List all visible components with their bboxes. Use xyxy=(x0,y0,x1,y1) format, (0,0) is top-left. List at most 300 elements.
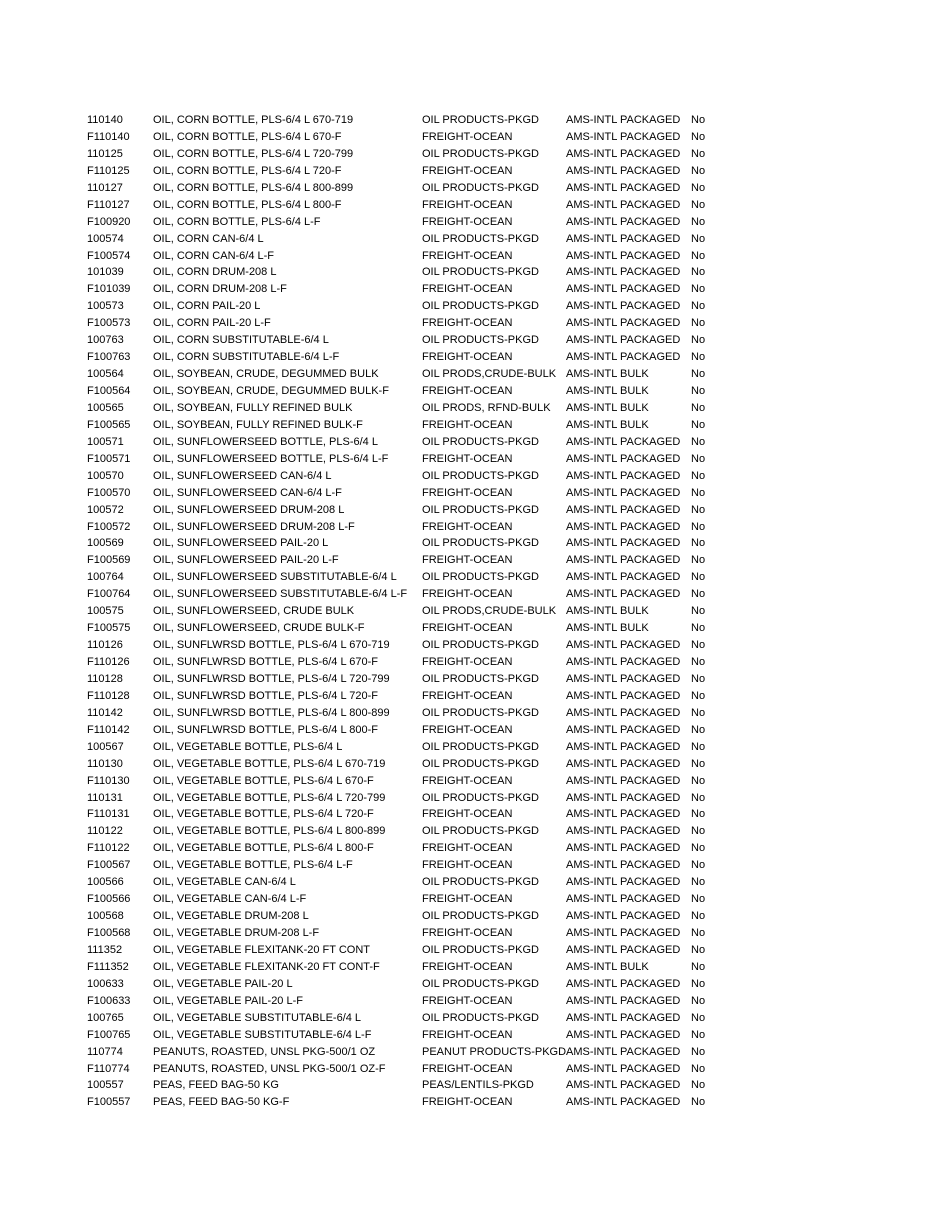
flag-value: No xyxy=(691,114,706,126)
flag-value: No xyxy=(691,334,706,347)
commodity-category: OIL PRODUCTS-PKGD xyxy=(422,469,539,482)
commodity-category: OIL PRODS, RFND-BULK xyxy=(422,401,551,414)
material-code: F110125 xyxy=(87,164,130,177)
material-description: OIL, VEGETABLE BOTTLE, PLS-6/4 L 670-F xyxy=(153,774,374,787)
program-name: AMS-INTL PACKAGED xyxy=(566,249,681,262)
material-code: 100557 xyxy=(87,1079,124,1092)
commodity-category: FREIGHT-OCEAN xyxy=(422,385,513,397)
commodity-category: FREIGHT-OCEAN xyxy=(422,249,513,262)
table-row xyxy=(87,163,847,180)
program-name: AMS-INTL PACKAGED xyxy=(566,672,681,685)
flag-value: No xyxy=(691,1028,706,1041)
material-code: 100568 xyxy=(87,910,124,923)
flag-value: No xyxy=(691,283,706,296)
commodity-category: OIL PRODUCTS-PKGD xyxy=(422,503,539,516)
program-name: AMS-INTL PACKAGED xyxy=(566,503,681,516)
material-code: 100571 xyxy=(87,435,124,448)
program-name: AMS-INTL PACKAGED xyxy=(566,334,681,347)
material-description: OIL, SUNFLOWERSEED, CRUDE BULK-F xyxy=(153,622,365,635)
program-name: AMS-INTL PACKAGED xyxy=(566,943,681,956)
material-code: F110126 xyxy=(87,656,130,668)
table-row xyxy=(87,857,847,874)
table-row xyxy=(87,1077,847,1094)
material-description: OIL, CORN BOTTLE, PLS-6/4 L-F xyxy=(153,215,321,228)
program-name: AMS-INTL PACKAGED xyxy=(566,215,681,228)
material-description: OIL, CORN SUBSTITUTABLE-6/4 L-F xyxy=(153,351,340,364)
material-code: F100920 xyxy=(87,215,131,228)
flag-value: No xyxy=(691,740,706,753)
flag-value: No xyxy=(691,842,706,855)
flag-value: No xyxy=(691,164,706,177)
material-description: OIL, VEGETABLE BOTTLE, PLS-6/4 L-F xyxy=(153,859,353,872)
material-code: 100567 xyxy=(87,740,124,753)
table-row xyxy=(87,976,847,993)
flag-value: No xyxy=(691,147,706,160)
material-description: OIL, CORN DRUM-208 L-F xyxy=(153,283,287,296)
commodity-category: OIL PRODS,CRUDE-BULK xyxy=(422,605,557,618)
material-code: F100573 xyxy=(87,317,131,330)
material-code: 110131 xyxy=(87,791,123,804)
material-description: OIL, VEGETABLE SUBSTITUTABLE-6/4 L xyxy=(153,1011,362,1024)
material-description: OIL, CORN BOTTLE, PLS-6/4 L 670-F xyxy=(153,130,342,143)
material-description: OIL, SUNFLOWERSEED PAIL-20 L-F xyxy=(153,554,339,567)
program-name: AMS-INTL PACKAGED xyxy=(566,689,681,702)
table-row xyxy=(87,366,847,383)
table-row xyxy=(87,146,847,163)
program-name: AMS-INTL PACKAGED xyxy=(566,910,681,923)
flag-value: No xyxy=(691,1062,706,1075)
material-description: OIL, SUNFLWRSD BOTTLE, PLS-6/4 L 800-F xyxy=(153,723,378,736)
flag-value: No xyxy=(691,385,706,397)
table-row xyxy=(87,1027,847,1044)
commodity-category: FREIGHT-OCEAN xyxy=(422,198,513,211)
table-row xyxy=(87,586,847,603)
material-description: OIL, SUNFLWRSD BOTTLE, PLS-6/4 L 670-F xyxy=(153,656,378,668)
program-name: AMS-INTL PACKAGED xyxy=(566,114,681,126)
program-name: AMS-INTL PACKAGED xyxy=(566,994,681,1007)
material-description: OIL, SUNFLOWERSEED SUBSTITUTABLE-6/4 L xyxy=(153,571,397,584)
material-description: OIL, VEGETABLE FLEXITANK-20 FT CONT-F xyxy=(153,960,380,973)
flag-value: No xyxy=(691,622,706,635)
table-row xyxy=(87,654,847,671)
commodity-table xyxy=(87,112,847,1111)
table-row xyxy=(87,823,847,840)
material-description: OIL, SUNFLOWERSEED BOTTLE, PLS-6/4 L xyxy=(153,435,378,448)
commodity-category: FREIGHT-OCEAN xyxy=(422,808,513,821)
table-row xyxy=(87,468,847,485)
table-row xyxy=(87,214,847,231)
material-code: 100574 xyxy=(87,232,124,245)
program-name: AMS-INTL PACKAGED xyxy=(566,723,681,736)
flag-value: No xyxy=(691,774,706,787)
material-description: OIL, SOYBEAN, CRUDE, DEGUMMED BULK-F xyxy=(153,385,389,397)
table-row xyxy=(87,1094,847,1111)
commodity-category: FREIGHT-OCEAN xyxy=(422,842,513,855)
material-description: OIL, CORN BOTTLE, PLS-6/4 L 800-F xyxy=(153,198,342,211)
material-description: OIL, VEGETABLE BOTTLE, PLS-6/4 L 720-F xyxy=(153,808,374,821)
program-name: AMS-INTL PACKAGED xyxy=(566,554,681,567)
program-name: AMS-INTL PACKAGED xyxy=(566,808,681,821)
flag-value: No xyxy=(691,232,706,245)
commodity-category: OIL PRODUCTS-PKGD xyxy=(422,181,539,194)
material-code: F100566 xyxy=(87,893,131,906)
material-description: OIL, VEGETABLE CAN-6/4 L-F xyxy=(153,893,307,906)
material-description: OIL, CORN BOTTLE, PLS-6/4 L 800-899 xyxy=(153,181,354,194)
commodity-category: FREIGHT-OCEAN xyxy=(422,927,513,939)
flag-value: No xyxy=(691,520,706,533)
material-code: 100572 xyxy=(87,503,124,516)
material-description: OIL, SUNFLOWERSEED CAN-6/4 L-F xyxy=(153,486,342,499)
program-name: AMS-INTL PACKAGED xyxy=(566,571,681,584)
commodity-category: FREIGHT-OCEAN xyxy=(422,1028,513,1041)
material-description: OIL, VEGETABLE BOTTLE, PLS-6/4 L 800-F xyxy=(153,842,374,855)
commodity-category: FREIGHT-OCEAN xyxy=(422,774,513,787)
program-name: AMS-INTL PACKAGED xyxy=(566,927,681,939)
material-description: OIL, CORN PAIL-20 L xyxy=(153,300,261,313)
flag-value: No xyxy=(691,977,706,990)
program-name: AMS-INTL PACKAGED xyxy=(566,1011,681,1024)
material-description: OIL, SUNFLWRSD BOTTLE, PLS-6/4 L 670-719 xyxy=(153,639,390,652)
commodity-category: FREIGHT-OCEAN xyxy=(422,418,513,431)
table-row xyxy=(87,197,847,214)
table-row xyxy=(87,248,847,265)
table-row xyxy=(87,637,847,654)
material-code: F100571 xyxy=(87,452,131,465)
material-code: F100575 xyxy=(87,622,131,635)
table-row xyxy=(87,1010,847,1027)
flag-value: No xyxy=(691,300,706,313)
program-name: AMS-INTL PACKAGED xyxy=(566,486,681,499)
flag-value: No xyxy=(691,435,706,448)
table-row xyxy=(87,332,847,349)
flag-value: No xyxy=(691,994,706,1007)
commodity-category: OIL PRODUCTS-PKGD xyxy=(422,672,539,685)
flag-value: No xyxy=(691,198,706,211)
flag-value: No xyxy=(691,706,706,719)
material-description: OIL, SOYBEAN, CRUDE, DEGUMMED BULK xyxy=(153,368,379,381)
material-code: F111352 xyxy=(87,960,129,973)
table-row xyxy=(87,891,847,908)
table-row xyxy=(87,806,847,823)
material-code: F110774 xyxy=(87,1062,130,1075)
flag-value: No xyxy=(691,791,706,804)
material-code: F100574 xyxy=(87,249,131,262)
table-row xyxy=(87,925,847,942)
table-row xyxy=(87,231,847,248)
material-code: 101039 xyxy=(87,266,124,279)
commodity-category: OIL PRODUCTS-PKGD xyxy=(422,706,539,719)
table-row xyxy=(87,315,847,332)
material-code: F110122 xyxy=(87,842,130,855)
material-description: PEAS, FEED BAG-50 KG-F xyxy=(153,1096,290,1109)
table-row xyxy=(87,756,847,773)
table-row xyxy=(87,688,847,705)
program-name: AMS-INTL PACKAGED xyxy=(566,825,681,838)
flag-value: No xyxy=(691,249,706,262)
commodity-category: FREIGHT-OCEAN xyxy=(422,164,513,177)
material-code: F110127 xyxy=(87,198,130,211)
table-row xyxy=(87,281,847,298)
material-description: PEANUTS, ROASTED, UNSL PKG-500/1 OZ-F xyxy=(153,1062,386,1075)
material-description: OIL, CORN BOTTLE, PLS-6/4 L 670-719 xyxy=(153,114,354,126)
flag-value: No xyxy=(691,537,706,550)
commodity-category: OIL PRODUCTS-PKGD xyxy=(422,825,539,838)
table-row xyxy=(87,959,847,976)
table-row xyxy=(87,264,847,281)
program-name: AMS-INTL PACKAGED xyxy=(566,876,681,889)
material-description: OIL, SUNFLWRSD BOTTLE, PLS-6/4 L 720-F xyxy=(153,689,378,702)
material-code: 100765 xyxy=(87,1011,124,1024)
program-name: AMS-INTL PACKAGED xyxy=(566,656,681,668)
flag-value: No xyxy=(691,215,706,228)
commodity-category: FREIGHT-OCEAN xyxy=(422,723,513,736)
program-name: AMS-INTL PACKAGED xyxy=(566,198,681,211)
flag-value: No xyxy=(691,554,706,567)
program-name: AMS-INTL PACKAGED xyxy=(566,1062,681,1075)
material-description: OIL, CORN SUBSTITUTABLE-6/4 L xyxy=(153,334,329,347)
flag-value: No xyxy=(691,943,706,956)
commodity-category: PEAS/LENTILS-PKGD xyxy=(422,1079,534,1092)
flag-value: No xyxy=(691,1011,706,1024)
material-code: F100764 xyxy=(87,588,131,601)
commodity-category: OIL PRODUCTS-PKGD xyxy=(422,791,539,804)
table-row xyxy=(87,739,847,756)
program-name: AMS-INTL PACKAGED xyxy=(566,232,681,245)
flag-value: No xyxy=(691,503,706,516)
commodity-category: FREIGHT-OCEAN xyxy=(422,893,513,906)
flag-value: No xyxy=(691,689,706,702)
material-description: PEANUTS, ROASTED, UNSL PKG-500/1 OZ xyxy=(153,1045,376,1058)
material-code: 100573 xyxy=(87,300,124,313)
flag-value: No xyxy=(691,486,706,499)
flag-value: No xyxy=(691,351,706,364)
commodity-category: FREIGHT-OCEAN xyxy=(422,130,513,143)
table-row xyxy=(87,417,847,434)
material-description: OIL, CORN CAN-6/4 L-F xyxy=(153,249,275,262)
material-code: F100568 xyxy=(87,927,131,939)
commodity-category: OIL PRODUCTS-PKGD xyxy=(422,334,539,347)
program-name: AMS-INTL PACKAGED xyxy=(566,893,681,906)
material-code: 100564 xyxy=(87,368,124,381)
program-name: AMS-INTL PACKAGED xyxy=(566,859,681,872)
material-description: OIL, SUNFLOWERSEED DRUM-208 L-F xyxy=(153,520,355,533)
commodity-category: FREIGHT-OCEAN xyxy=(422,520,513,533)
program-name: AMS-INTL PACKAGED xyxy=(566,181,681,194)
program-name: AMS-INTL PACKAGED xyxy=(566,977,681,990)
material-code: F101039 xyxy=(87,283,131,296)
table-row xyxy=(87,298,847,315)
material-description: OIL, VEGETABLE BOTTLE, PLS-6/4 L xyxy=(153,740,343,753)
commodity-category: OIL PRODUCTS-PKGD xyxy=(422,435,539,448)
table-row xyxy=(87,485,847,502)
table-row xyxy=(87,942,847,959)
program-name: AMS-INTL PACKAGED xyxy=(566,757,681,770)
material-description: OIL, CORN DRUM-208 L xyxy=(153,266,277,279)
flag-value: No xyxy=(691,639,706,652)
table-row xyxy=(87,129,847,146)
commodity-category: FREIGHT-OCEAN xyxy=(422,960,513,973)
material-description: OIL, SUNFLWRSD BOTTLE, PLS-6/4 L 800-899 xyxy=(153,706,390,719)
material-description: OIL, VEGETABLE PAIL-20 L xyxy=(153,977,293,990)
program-name: AMS-INTL PACKAGED xyxy=(566,147,681,160)
commodity-category: FREIGHT-OCEAN xyxy=(422,588,513,601)
program-name: AMS-INTL PACKAGED xyxy=(566,300,681,313)
material-description: OIL, VEGETABLE DRUM-208 L-F xyxy=(153,927,320,939)
program-name: AMS-INTL BULK xyxy=(566,622,649,635)
material-code: 110125 xyxy=(87,147,123,160)
commodity-category: OIL PRODUCTS-PKGD xyxy=(422,537,539,550)
commodity-category: OIL PRODUCTS-PKGD xyxy=(422,300,539,313)
material-description: OIL, SOYBEAN, FULLY REFINED BULK xyxy=(153,401,353,414)
program-name: AMS-INTL BULK xyxy=(566,401,649,414)
table-row xyxy=(87,1044,847,1061)
commodity-category: FREIGHT-OCEAN xyxy=(422,656,513,668)
table-row xyxy=(87,620,847,637)
material-code: 100570 xyxy=(87,469,124,482)
table-row xyxy=(87,1061,847,1078)
flag-value: No xyxy=(691,672,706,685)
program-name: AMS-INTL PACKAGED xyxy=(566,452,681,465)
commodity-category: PEANUT PRODUCTS-PKGD xyxy=(422,1045,566,1058)
material-code: 100565 xyxy=(87,401,124,414)
commodity-category: OIL PRODUCTS-PKGD xyxy=(422,876,539,889)
material-description: OIL, SUNFLWRSD BOTTLE, PLS-6/4 L 720-799 xyxy=(153,672,390,685)
table-row xyxy=(87,993,847,1010)
commodity-category: FREIGHT-OCEAN xyxy=(422,283,513,296)
program-name: AMS-INTL PACKAGED xyxy=(566,588,681,601)
material-code: 110774 xyxy=(87,1045,123,1058)
material-code: F110131 xyxy=(87,808,130,821)
commodity-category: OIL PRODUCTS-PKGD xyxy=(422,114,539,126)
program-name: AMS-INTL PACKAGED xyxy=(566,740,681,753)
program-name: AMS-INTL PACKAGED xyxy=(566,842,681,855)
material-code: F100633 xyxy=(87,994,131,1007)
commodity-category: FREIGHT-OCEAN xyxy=(422,452,513,465)
material-description: OIL, VEGETABLE BOTTLE, PLS-6/4 L 670-719 xyxy=(153,757,386,770)
material-code: 110140 xyxy=(87,114,123,126)
material-code: 111352 xyxy=(87,943,123,956)
commodity-category: FREIGHT-OCEAN xyxy=(422,351,513,364)
material-description: OIL, SUNFLOWERSEED CAN-6/4 L xyxy=(153,469,332,482)
material-description: OIL, VEGETABLE SUBSTITUTABLE-6/4 L-F xyxy=(153,1028,372,1041)
material-description: OIL, SUNFLOWERSEED DRUM-208 L xyxy=(153,503,345,516)
program-name: AMS-INTL BULK xyxy=(566,960,649,973)
flag-value: No xyxy=(691,317,706,330)
flag-value: No xyxy=(691,452,706,465)
program-name: AMS-INTL PACKAGED xyxy=(566,774,681,787)
material-description: OIL, SUNFLOWERSEED BOTTLE, PLS-6/4 L-F xyxy=(153,452,389,465)
material-code: F100569 xyxy=(87,554,131,567)
program-name: AMS-INTL PACKAGED xyxy=(566,706,681,719)
material-code: F100570 xyxy=(87,486,131,499)
material-code: F100564 xyxy=(87,385,131,397)
material-description: OIL, VEGETABLE CAN-6/4 L xyxy=(153,876,296,889)
flag-value: No xyxy=(691,876,706,889)
flag-value: No xyxy=(691,266,706,279)
table-row xyxy=(87,552,847,569)
commodity-category: FREIGHT-OCEAN xyxy=(422,486,513,499)
material-code: F100572 xyxy=(87,520,131,533)
table-row xyxy=(87,502,847,519)
program-name: AMS-INTL PACKAGED xyxy=(566,164,681,177)
material-code: F110128 xyxy=(87,689,130,702)
program-name: AMS-INTL BULK xyxy=(566,368,649,381)
program-name: AMS-INTL PACKAGED xyxy=(566,1079,681,1092)
flag-value: No xyxy=(691,1079,706,1092)
material-code: F100565 xyxy=(87,418,131,431)
flag-value: No xyxy=(691,656,706,668)
material-code: F100765 xyxy=(87,1028,131,1041)
material-code: 110127 xyxy=(87,181,123,194)
table-row xyxy=(87,535,847,552)
material-code: F100567 xyxy=(87,859,131,872)
flag-value: No xyxy=(691,181,706,194)
flag-value: No xyxy=(691,588,706,601)
flag-value: No xyxy=(691,1045,706,1058)
program-name: AMS-INTL PACKAGED xyxy=(566,1028,681,1041)
program-name: AMS-INTL BULK xyxy=(566,418,649,431)
commodity-category: FREIGHT-OCEAN xyxy=(422,859,513,872)
program-name: AMS-INTL PACKAGED xyxy=(566,537,681,550)
flag-value: No xyxy=(691,808,706,821)
commodity-category: FREIGHT-OCEAN xyxy=(422,689,513,702)
table-row xyxy=(87,569,847,586)
commodity-category: FREIGHT-OCEAN xyxy=(422,622,513,635)
material-description: OIL, CORN BOTTLE, PLS-6/4 L 720-799 xyxy=(153,147,354,160)
material-code: F100557 xyxy=(87,1096,131,1109)
flag-value: No xyxy=(691,757,706,770)
flag-value: No xyxy=(691,960,706,973)
flag-value: No xyxy=(691,130,706,143)
material-description: OIL, CORN CAN-6/4 L xyxy=(153,232,264,245)
commodity-category: FREIGHT-OCEAN xyxy=(422,215,513,228)
material-code: 110130 xyxy=(87,757,123,770)
table-row xyxy=(87,383,847,400)
flag-value: No xyxy=(691,418,706,431)
commodity-category: OIL PRODUCTS-PKGD xyxy=(422,232,539,245)
commodity-category: FREIGHT-OCEAN xyxy=(422,994,513,1007)
flag-value: No xyxy=(691,723,706,736)
material-code: 110126 xyxy=(87,639,123,652)
commodity-category: FREIGHT-OCEAN xyxy=(422,1096,513,1109)
material-description: OIL, CORN PAIL-20 L-F xyxy=(153,317,271,330)
table-row xyxy=(87,705,847,722)
commodity-category: OIL PRODUCTS-PKGD xyxy=(422,977,539,990)
commodity-category: OIL PRODUCTS-PKGD xyxy=(422,266,539,279)
material-code: 110122 xyxy=(87,825,123,838)
flag-value: No xyxy=(691,1096,706,1109)
table-row xyxy=(87,790,847,807)
material-code: 100764 xyxy=(87,571,124,584)
program-name: AMS-INTL PACKAGED xyxy=(566,469,681,482)
commodity-category: OIL PRODUCTS-PKGD xyxy=(422,943,539,956)
material-description: OIL, VEGETABLE PAIL-20 L-F xyxy=(153,994,303,1007)
material-code: 100575 xyxy=(87,605,124,618)
table-row xyxy=(87,434,847,451)
material-description: OIL, CORN BOTTLE, PLS-6/4 L 720-F xyxy=(153,164,342,177)
material-description: OIL, VEGETABLE DRUM-208 L xyxy=(153,910,309,923)
material-code: 100633 xyxy=(87,977,124,990)
table-row xyxy=(87,112,847,129)
material-code: 110128 xyxy=(87,672,123,685)
table-row xyxy=(87,840,847,857)
material-description: OIL, SUNFLOWERSEED, CRUDE BULK xyxy=(153,605,355,618)
material-description: OIL, SUNFLOWERSEED PAIL-20 L xyxy=(153,537,329,550)
commodity-category: OIL PRODS,CRUDE-BULK xyxy=(422,368,557,381)
commodity-category: OIL PRODUCTS-PKGD xyxy=(422,740,539,753)
table-row xyxy=(87,349,847,366)
program-name: AMS-INTL PACKAGED xyxy=(566,351,681,364)
